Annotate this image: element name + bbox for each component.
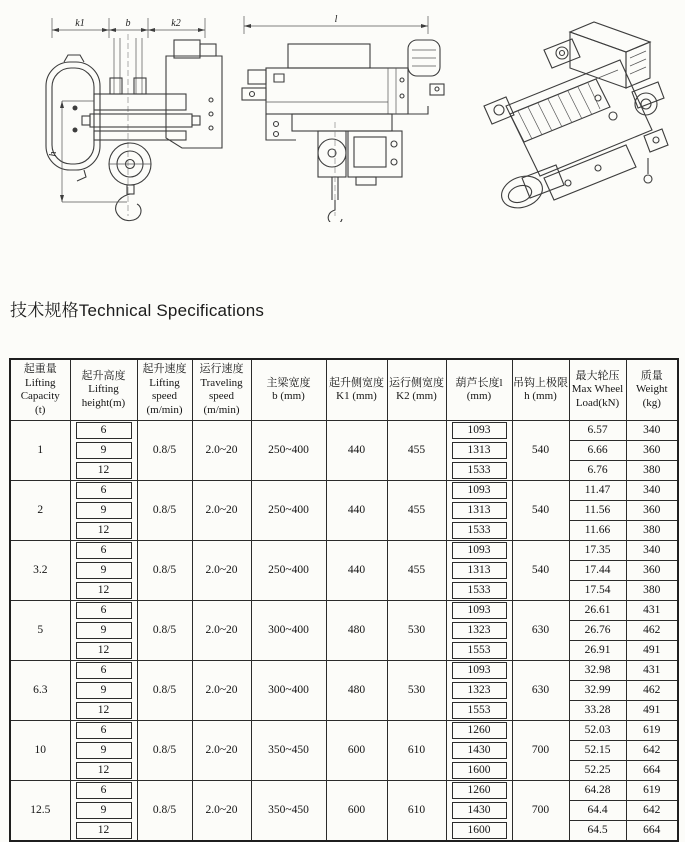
cell-hoist-length — [446, 661, 512, 681]
cell-hoist-length — [446, 721, 512, 741]
header-line: speed — [151, 390, 178, 402]
header-line: K2 (mm) — [396, 390, 437, 402]
cell-hoist-length — [446, 461, 512, 481]
cell-box: 1553 — [452, 702, 507, 719]
cell-traveling-speed: 2.0~20 — [192, 781, 251, 842]
cell-weight: 380 — [626, 521, 678, 541]
cell-wheel-load: 52.03 — [569, 721, 626, 741]
cell-box: 9 — [76, 442, 132, 459]
cell-box: 12 — [76, 582, 132, 599]
cell-beam-width: 300~400 — [251, 601, 326, 661]
header-line: K1 (mm) — [336, 390, 377, 402]
cell-box: 1093 — [452, 662, 507, 679]
cell-box: 1533 — [452, 522, 507, 539]
header-line: Load(kN) — [575, 396, 620, 409]
dim-label-h: h — [48, 151, 59, 157]
cell-lifting-speed: 0.8/5 — [137, 601, 192, 661]
cell-wheel-load: 6.76 — [569, 461, 626, 481]
cell-weight: 431 — [626, 661, 678, 681]
col-header-wheel-load — [569, 359, 626, 421]
header-line: 起升高度 — [81, 369, 126, 382]
cell-hook-limit: 630 — [512, 601, 569, 661]
cell-k1: 480 — [326, 661, 387, 721]
cell-weight: 380 — [626, 461, 678, 481]
header-line: 起升速度 — [142, 363, 187, 375]
header-line: (m/min) — [146, 403, 183, 416]
header-line: (mm) — [466, 390, 492, 402]
cell-weight: 462 — [626, 681, 678, 701]
cell-beam-width: 250~400 — [251, 481, 326, 541]
cell-height — [70, 621, 137, 641]
cell-hoist-length — [446, 741, 512, 761]
cell-box: 9 — [76, 562, 132, 579]
cell-box: 9 — [76, 742, 132, 759]
spec-row — [10, 421, 678, 441]
cell-hook-limit: 700 — [512, 721, 569, 781]
cell-weight: 431 — [626, 601, 678, 621]
cell-box: 12 — [76, 762, 132, 779]
col-header-weight — [626, 359, 678, 421]
spec-table-body — [10, 421, 678, 842]
header-line: 葫芦长度l — [455, 376, 503, 389]
cell-weight: 462 — [626, 621, 678, 641]
cell-box: 6 — [76, 722, 132, 739]
cell-weight: 360 — [626, 441, 678, 461]
cell-weight: 340 — [626, 481, 678, 501]
header-line: 主梁宽度 — [266, 376, 311, 389]
cell-hoist-length — [446, 761, 512, 781]
dim-label-k2: k2 — [171, 18, 181, 29]
cell-height — [70, 541, 137, 561]
cell-weight: 491 — [626, 701, 678, 721]
header-line: Capacity — [20, 390, 60, 402]
col-header-hoist-length — [446, 359, 512, 421]
spec-row — [10, 601, 678, 621]
cell-wheel-load: 11.66 — [569, 521, 626, 541]
cell-hook-limit: 700 — [512, 781, 569, 842]
cell-box: 1313 — [452, 562, 507, 579]
cell-k2: 455 — [387, 421, 446, 481]
cell-weight: 340 — [626, 541, 678, 561]
header-line: 运行速度 — [199, 363, 244, 375]
cell-beam-width: 250~400 — [251, 421, 326, 481]
cell-wheel-load: 26.61 — [569, 601, 626, 621]
spec-row — [10, 541, 678, 561]
page-title: 技术规格Technical Specifications — [10, 301, 265, 320]
cell-box: 9 — [76, 622, 132, 639]
cell-hoist-length — [446, 801, 512, 821]
cell-box: 6 — [76, 662, 132, 679]
cell-box: 1430 — [452, 802, 507, 819]
cell-height — [70, 441, 137, 461]
cell-box: 1533 — [452, 582, 507, 599]
technical-drawings — [0, 0, 685, 258]
cell-k2: 530 — [387, 601, 446, 661]
cell-wheel-load: 6.57 — [569, 421, 626, 441]
col-header-hook-limit — [512, 359, 569, 421]
col-header-capacity — [10, 359, 70, 421]
header-line: (kg) — [642, 396, 661, 409]
dim-label-k1: k1 — [75, 18, 85, 29]
cell-lifting-speed: 0.8/5 — [137, 781, 192, 842]
header-line: (m/min) — [203, 403, 240, 416]
cell-weight: 642 — [626, 801, 678, 821]
cell-beam-width: 250~400 — [251, 541, 326, 601]
cell-k1: 480 — [326, 601, 387, 661]
cell-beam-width: 300~400 — [251, 661, 326, 721]
cell-weight: 380 — [626, 581, 678, 601]
cell-capacity: 6.3 — [10, 661, 70, 721]
cell-wheel-load: 32.99 — [569, 681, 626, 701]
cell-height — [70, 481, 137, 501]
cell-box: 1600 — [452, 822, 507, 839]
cell-wheel-load: 17.54 — [569, 581, 626, 601]
cell-wheel-load: 17.35 — [569, 541, 626, 561]
cell-capacity: 10 — [10, 721, 70, 781]
header-line: (t) — [35, 403, 46, 416]
cell-height — [70, 801, 137, 821]
cell-wheel-load: 52.25 — [569, 761, 626, 781]
cell-height — [70, 421, 137, 441]
cell-k1: 440 — [326, 481, 387, 541]
cell-k2: 455 — [387, 481, 446, 541]
header-line: 运行侧宽度 — [389, 376, 444, 389]
cell-k2: 610 — [387, 721, 446, 781]
col-header-traveling-speed — [192, 359, 251, 421]
cell-wheel-load: 32.98 — [569, 661, 626, 681]
cell-weight: 619 — [626, 781, 678, 801]
cell-weight: 360 — [626, 561, 678, 581]
cell-hoist-length — [446, 541, 512, 561]
cell-hoist-length — [446, 641, 512, 661]
cell-wheel-load: 11.47 — [569, 481, 626, 501]
cell-hoist-length — [446, 821, 512, 842]
cell-box: 1323 — [452, 682, 507, 699]
cell-height — [70, 761, 137, 781]
spec-row — [10, 721, 678, 741]
cell-traveling-speed: 2.0~20 — [192, 481, 251, 541]
cell-height — [70, 661, 137, 681]
cell-hoist-length — [446, 421, 512, 441]
header-line: Weight — [636, 383, 668, 396]
cell-hoist-length — [446, 481, 512, 501]
cell-hoist-length — [446, 621, 512, 641]
cell-wheel-load: 64.5 — [569, 821, 626, 842]
cell-box: 6 — [76, 542, 132, 559]
cell-wheel-load: 11.56 — [569, 501, 626, 521]
cell-box: 6 — [76, 782, 132, 799]
cell-hoist-length — [446, 441, 512, 461]
cell-capacity: 2 — [10, 481, 70, 541]
cell-beam-width: 350~450 — [251, 781, 326, 842]
cell-capacity: 1 — [10, 421, 70, 481]
cell-weight: 619 — [626, 721, 678, 741]
header-line: b (mm) — [272, 390, 305, 402]
cell-traveling-speed: 2.0~20 — [192, 721, 251, 781]
cell-k2: 455 — [387, 541, 446, 601]
col-header-k2 — [387, 359, 446, 421]
cell-box: 1093 — [452, 602, 507, 619]
header-line: Traveling — [200, 376, 243, 389]
header-line: Max Wheel — [571, 383, 624, 396]
cell-k2: 610 — [387, 781, 446, 842]
cell-hook-limit: 540 — [512, 541, 569, 601]
cell-box: 12 — [76, 522, 132, 539]
cell-hoist-length — [446, 781, 512, 801]
header-row — [10, 359, 678, 421]
cell-box: 6 — [76, 482, 132, 499]
cell-box: 1323 — [452, 622, 507, 639]
cell-wheel-load: 26.76 — [569, 621, 626, 641]
cell-weight: 491 — [626, 641, 678, 661]
cell-weight: 340 — [626, 421, 678, 441]
cell-hook-limit: 540 — [512, 481, 569, 541]
cell-box: 12 — [76, 702, 132, 719]
header-line: 起重量 — [23, 363, 57, 375]
cell-box: 1260 — [452, 782, 507, 799]
cell-wheel-load: 64.28 — [569, 781, 626, 801]
cell-hoist-length — [446, 501, 512, 521]
cell-height — [70, 781, 137, 801]
header-line: 最大轮压 — [575, 369, 620, 382]
cell-lifting-speed: 0.8/5 — [137, 661, 192, 721]
cell-traveling-speed: 2.0~20 — [192, 541, 251, 601]
cell-weight: 664 — [626, 821, 678, 842]
cell-wheel-load: 64.4 — [569, 801, 626, 821]
cell-capacity: 3.2 — [10, 541, 70, 601]
cell-height — [70, 521, 137, 541]
cell-box: 1260 — [452, 722, 507, 739]
cell-hoist-length — [446, 521, 512, 541]
header-line: height(m) — [81, 396, 126, 409]
cell-lifting-speed: 0.8/5 — [137, 541, 192, 601]
cell-capacity: 12.5 — [10, 781, 70, 842]
header-line: h (mm) — [524, 390, 557, 402]
cell-hook-limit: 540 — [512, 421, 569, 481]
cell-weight: 360 — [626, 501, 678, 521]
cell-box: 9 — [76, 502, 132, 519]
cell-box: 12 — [76, 462, 132, 479]
cell-wheel-load: 33.28 — [569, 701, 626, 721]
cell-box: 1313 — [452, 442, 507, 459]
cell-height — [70, 601, 137, 621]
cell-traveling-speed: 2.0~20 — [192, 661, 251, 721]
cell-wheel-load: 52.15 — [569, 741, 626, 761]
cell-height — [70, 581, 137, 601]
cell-hoist-length — [446, 701, 512, 721]
header-line: 质量 — [640, 369, 663, 382]
cell-box: 9 — [76, 802, 132, 819]
col-header-k1 — [326, 359, 387, 421]
cell-k1: 600 — [326, 721, 387, 781]
cell-capacity: 5 — [10, 601, 70, 661]
header-line: Lifting — [149, 376, 180, 389]
cell-height — [70, 501, 137, 521]
cell-k2: 530 — [387, 661, 446, 721]
cell-box: 1533 — [452, 462, 507, 479]
cell-box: 1600 — [452, 762, 507, 779]
cell-height — [70, 701, 137, 721]
cell-height — [70, 641, 137, 661]
spec-table-head — [10, 359, 678, 421]
cell-box: 6 — [76, 602, 132, 619]
cell-box: 12 — [76, 642, 132, 659]
spec-row — [10, 481, 678, 501]
spec-table — [9, 358, 679, 842]
spec-row — [10, 781, 678, 801]
cell-wheel-load: 26.91 — [569, 641, 626, 661]
front-view-drawing — [28, 4, 233, 222]
cell-beam-width: 350~450 — [251, 721, 326, 781]
cell-k1: 440 — [326, 421, 387, 481]
cell-box: 1313 — [452, 502, 507, 519]
cell-traveling-speed: 2.0~20 — [192, 421, 251, 481]
dim-label-b: b — [125, 18, 131, 29]
cell-box: 1093 — [452, 482, 507, 499]
cell-height — [70, 821, 137, 842]
cell-weight: 642 — [626, 741, 678, 761]
col-header-beam-width — [251, 359, 326, 421]
cell-lifting-speed: 0.8/5 — [137, 481, 192, 541]
cell-height — [70, 721, 137, 741]
cell-lifting-speed: 0.8/5 — [137, 421, 192, 481]
cell-hook-limit: 630 — [512, 661, 569, 721]
cell-box: 1093 — [452, 422, 507, 439]
header-line: 起升侧宽度 — [329, 376, 384, 389]
cell-height — [70, 461, 137, 481]
cell-wheel-load: 6.66 — [569, 441, 626, 461]
cell-box: 1430 — [452, 742, 507, 759]
cell-weight: 664 — [626, 761, 678, 781]
spec-row — [10, 661, 678, 681]
header-line: Lifting — [88, 383, 119, 396]
cell-box: 1093 — [452, 542, 507, 559]
header-line: 吊钩上极限 — [513, 376, 568, 389]
cell-hoist-length — [446, 601, 512, 621]
col-header-height — [70, 359, 137, 421]
cell-traveling-speed: 2.0~20 — [192, 601, 251, 661]
cell-height — [70, 681, 137, 701]
header-line: speed — [208, 390, 235, 402]
side-view-drawing — [236, 4, 448, 222]
cell-k1: 440 — [326, 541, 387, 601]
cell-hoist-length — [446, 561, 512, 581]
cell-k1: 600 — [326, 781, 387, 842]
cell-hoist-length — [446, 581, 512, 601]
cell-box: 9 — [76, 682, 132, 699]
cell-box: 6 — [76, 422, 132, 439]
cell-box: 1553 — [452, 642, 507, 659]
cell-box: 12 — [76, 822, 132, 839]
cell-wheel-load: 17.44 — [569, 561, 626, 581]
cell-height — [70, 561, 137, 581]
dim-label-l: l — [334, 14, 338, 25]
header-line: Lifting — [24, 376, 56, 389]
cell-lifting-speed: 0.8/5 — [137, 721, 192, 781]
col-header-lifting-speed — [137, 359, 192, 421]
cell-height — [70, 741, 137, 761]
cell-hoist-length — [446, 681, 512, 701]
isometric-view-drawing — [448, 8, 678, 246]
